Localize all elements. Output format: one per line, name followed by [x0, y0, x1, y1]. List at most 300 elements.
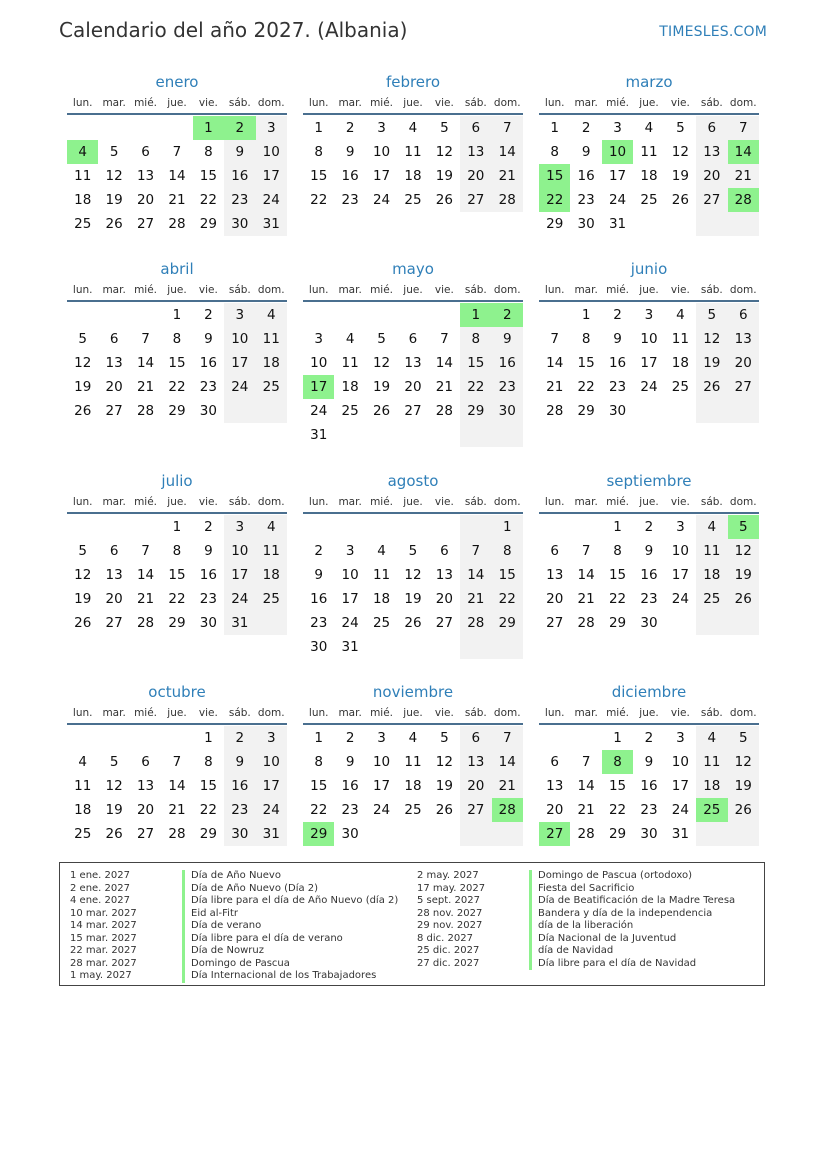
day-cell: 23	[341, 192, 359, 208]
legend-row	[417, 933, 757, 946]
day-cell: 9	[644, 754, 654, 770]
day-cell: 1	[172, 307, 182, 323]
day-cell: 10	[372, 144, 391, 160]
holiday-date: 15 mar. 2027	[70, 932, 137, 944]
day-cell: 26	[435, 802, 453, 818]
day-cell: 13	[105, 355, 123, 371]
empty-cell	[366, 423, 397, 447]
day-cell: 2	[581, 120, 591, 136]
day-cell: 21	[136, 379, 155, 395]
month-noviembre	[303, 681, 523, 846]
day-cell: 2	[644, 730, 654, 746]
weekday-label: vie.	[434, 97, 454, 109]
empty-cell	[334, 423, 365, 447]
day-cell: 3	[224, 515, 255, 539]
holiday-name: Día de Beatificación de la Madre Teresa	[529, 895, 735, 908]
day-cell: 2	[613, 307, 622, 323]
legend-row	[70, 870, 410, 883]
day-cell: 25	[256, 375, 287, 399]
day-cell: 28	[577, 826, 595, 842]
day-cell: 14	[492, 750, 523, 774]
day-cell: 14	[460, 563, 491, 587]
day-cell: 18	[74, 802, 92, 818]
day-cell: 2	[314, 543, 323, 559]
weekday-label: mar.	[574, 707, 598, 719]
legend-row	[70, 920, 410, 933]
empty-cell	[492, 635, 523, 659]
day-cell: 28	[492, 188, 523, 212]
weekday-label: vie.	[434, 707, 454, 719]
day-cell: 27	[105, 403, 123, 419]
empty-cell	[67, 116, 98, 140]
weekday-header	[303, 93, 523, 115]
day-cell: 16	[640, 778, 658, 794]
empty-cell	[665, 611, 696, 635]
day-cell: 7	[172, 754, 182, 770]
day-cell: 7	[440, 331, 449, 347]
day-cell: 14	[577, 567, 595, 583]
weekday-label: lun.	[544, 496, 565, 508]
empty-cell	[366, 515, 397, 539]
day-cell: 3	[314, 331, 323, 347]
day-cell: 1	[492, 515, 523, 539]
weekday-label: lun.	[308, 284, 329, 296]
day-cell: 2	[204, 519, 213, 535]
day-cell: 17	[224, 563, 255, 587]
day-cell: 9	[492, 327, 523, 351]
weekday-label: mar.	[338, 97, 362, 109]
empty-cell	[130, 726, 161, 750]
empty-cell	[728, 611, 759, 635]
weekday-label: lun.	[308, 707, 329, 719]
day-cell: 30	[224, 212, 255, 236]
day-cell: 17	[671, 778, 689, 794]
weekday-label: dom.	[493, 496, 521, 508]
day-cell: 13	[546, 567, 564, 583]
day-cell: 6	[408, 331, 418, 347]
day-cell: 8	[550, 144, 559, 160]
day-cell: 8	[581, 331, 591, 347]
day-cell: 26	[74, 615, 92, 631]
empty-cell	[67, 726, 98, 750]
weekday-label: vie.	[198, 97, 218, 109]
weekday-label: jue.	[167, 97, 187, 109]
day-cell: 6	[550, 543, 559, 559]
day-cell: 25	[404, 192, 422, 208]
month-name: diciembre	[611, 683, 687, 701]
day-cell: 26	[728, 798, 759, 822]
empty-cell	[366, 635, 397, 659]
weekday-label: jue.	[167, 284, 187, 296]
weekday-label: dom.	[493, 707, 521, 719]
weekday-label: dom.	[729, 284, 757, 296]
empty-cell	[570, 515, 601, 539]
day-cell: 21	[728, 164, 759, 188]
day-cell: 24	[372, 802, 391, 818]
day-cell: 25	[671, 379, 689, 395]
empty-cell	[98, 303, 129, 327]
day-cell: 5	[109, 144, 119, 160]
day-cell: 11	[256, 327, 287, 351]
day-cell: 1	[613, 730, 622, 746]
weekday-label: mar.	[338, 496, 362, 508]
weekday-header	[67, 703, 287, 725]
day-grid	[303, 303, 523, 447]
weekday-label: vie.	[670, 707, 690, 719]
day-cell: 10	[310, 355, 328, 371]
holiday-date: 2 may. 2027	[417, 870, 479, 881]
month-julio	[67, 470, 287, 635]
weekday-label: vie.	[434, 496, 454, 508]
day-cell: 11	[671, 331, 689, 347]
day-cell: 19	[435, 168, 453, 184]
day-cell: 7	[492, 116, 523, 140]
weekday-header	[67, 280, 287, 302]
day-cell: 9	[613, 331, 622, 347]
day-cell: 22	[492, 587, 523, 611]
day-cell: 29	[460, 399, 491, 423]
day-cell: 24	[671, 591, 689, 607]
month-name: febrero	[385, 73, 441, 91]
day-cell: 10	[256, 750, 287, 774]
weekday-label: sáb.	[228, 97, 251, 109]
day-cell: 24	[224, 587, 255, 611]
month-name: octubre	[148, 683, 206, 701]
day-cell: 28	[577, 615, 595, 631]
day-cell: 1	[204, 730, 213, 746]
day-cell: 21	[492, 774, 523, 798]
day-cell: 12	[435, 754, 453, 770]
day-cell: 30	[224, 822, 255, 846]
weekday-label: lun.	[308, 97, 329, 109]
day-cell: 27	[728, 375, 759, 399]
day-cell: 26	[404, 615, 422, 631]
day-cell: 3	[256, 726, 287, 750]
day-cell: 6	[141, 144, 150, 160]
day-cell: 11	[404, 754, 422, 770]
day-cell: 26	[105, 826, 123, 842]
page-title: Calendario del año 2027. (Albania)	[59, 18, 408, 42]
weekday-label: vie.	[670, 97, 690, 109]
day-cell: 22	[199, 192, 217, 208]
empty-cell	[397, 635, 428, 659]
day-cell: 13	[460, 750, 491, 774]
day-cell: 11	[74, 168, 92, 184]
day-cell: 18	[696, 563, 727, 587]
day-cell: 2	[224, 116, 255, 140]
weekday-label: mié.	[370, 284, 394, 296]
weekday-label: mar.	[338, 284, 362, 296]
holiday-date: 8 dic. 2027	[417, 932, 473, 944]
empty-cell	[633, 399, 664, 423]
day-cell: 17	[608, 168, 627, 184]
day-cell: 4	[345, 331, 355, 347]
weekday-label: mié.	[134, 97, 158, 109]
day-cell: 31	[608, 216, 627, 232]
day-cell: 8	[314, 144, 323, 160]
day-grid	[67, 726, 287, 846]
day-cell: 5	[440, 730, 449, 746]
day-cell: 22	[539, 188, 570, 212]
day-cell: 3	[256, 116, 287, 140]
legend-row	[417, 920, 757, 933]
day-cell: 1	[550, 120, 559, 136]
day-cell: 23	[341, 802, 359, 818]
legend-row	[70, 895, 410, 908]
day-cell: 25	[640, 192, 658, 208]
weekday-label: mié.	[606, 707, 630, 719]
empty-cell	[397, 303, 428, 327]
holiday-date: 28 nov. 2027	[417, 907, 483, 919]
day-cell: 1	[581, 307, 591, 323]
weekday-label: jue.	[403, 97, 423, 109]
day-cell: 26	[671, 192, 689, 208]
day-cell: 5	[728, 726, 759, 750]
day-cell: 13	[546, 778, 564, 794]
day-cell: 13	[728, 327, 759, 351]
day-cell: 21	[460, 587, 491, 611]
day-cell: 4	[67, 140, 98, 164]
day-cell: 3	[377, 730, 386, 746]
legend-row	[70, 908, 410, 921]
day-cell: 4	[256, 303, 287, 327]
day-cell: 13	[105, 567, 123, 583]
weekday-header	[539, 280, 759, 302]
weekday-label: sáb.	[464, 707, 487, 719]
day-cell: 1	[314, 730, 323, 746]
day-cell: 18	[404, 168, 422, 184]
month-junio	[539, 258, 759, 423]
weekday-label: lun.	[544, 284, 565, 296]
day-cell: 29	[303, 822, 334, 846]
month-name: enero	[155, 73, 199, 91]
empty-cell	[397, 423, 428, 447]
day-cell: 25	[341, 403, 359, 419]
day-cell: 17	[671, 567, 689, 583]
day-cell: 26	[696, 375, 727, 399]
day-cell: 20	[696, 164, 727, 188]
day-cell: 4	[78, 754, 87, 770]
day-cell: 10	[671, 543, 689, 559]
empty-cell	[728, 212, 759, 236]
legend-row	[417, 945, 757, 958]
month-name: julio	[161, 472, 193, 490]
day-cell: 4	[676, 307, 685, 323]
day-cell: 28	[546, 403, 564, 419]
day-cell: 3	[345, 543, 355, 559]
day-cell: 19	[435, 778, 453, 794]
day-cell: 23	[492, 375, 523, 399]
weekday-label: dom.	[493, 97, 521, 109]
day-cell: 27	[136, 216, 155, 232]
day-cell: 21	[168, 192, 186, 208]
weekday-label: mar.	[102, 707, 126, 719]
weekday-label: mié.	[606, 496, 630, 508]
day-cell: 11	[696, 539, 727, 563]
month-diciembre	[539, 681, 759, 846]
weekday-label: mar.	[574, 284, 598, 296]
weekday-label: lun.	[72, 97, 93, 109]
day-cell: 29	[199, 216, 217, 232]
holiday-date: 1 ene. 2027	[70, 870, 130, 881]
day-cell: 25	[696, 798, 727, 822]
day-grid	[539, 116, 759, 236]
weekday-label: mié.	[134, 707, 158, 719]
legend-row	[70, 883, 410, 896]
day-cell: 18	[404, 778, 422, 794]
empty-cell	[224, 399, 255, 423]
day-cell: 17	[256, 774, 287, 798]
day-cell: 17	[224, 351, 255, 375]
day-cell: 12	[435, 144, 453, 160]
month-enero	[67, 71, 287, 236]
day-cell: 15	[199, 778, 217, 794]
day-cell: 16	[341, 168, 359, 184]
weekday-label: vie.	[198, 496, 218, 508]
weekday-label: jue.	[167, 496, 187, 508]
empty-cell	[460, 822, 491, 846]
day-cell: 12	[728, 539, 759, 563]
day-cell: 1	[172, 519, 182, 535]
day-cell: 31	[671, 826, 689, 842]
day-cell: 30	[577, 216, 595, 232]
day-cell: 27	[546, 615, 564, 631]
day-cell: 12	[696, 327, 727, 351]
day-cell: 18	[256, 351, 287, 375]
day-cell: 8	[314, 754, 323, 770]
day-cell: 27	[696, 188, 727, 212]
day-cell: 22	[168, 591, 186, 607]
day-cell: 13	[136, 168, 155, 184]
holiday-name: día de la liberación	[529, 920, 633, 933]
day-cell: 12	[404, 567, 422, 583]
day-cell: 18	[640, 168, 658, 184]
holiday-name: día de Navidad	[529, 945, 613, 958]
day-cell: 19	[728, 563, 759, 587]
day-cell: 25	[74, 826, 92, 842]
day-cell: 9	[224, 140, 255, 164]
day-cell: 28	[460, 611, 491, 635]
weekday-header	[303, 492, 523, 514]
legend-row	[70, 933, 410, 946]
day-cell: 11	[404, 144, 422, 160]
weekday-label: dom.	[729, 707, 757, 719]
day-grid	[67, 303, 287, 423]
day-cell: 14	[136, 567, 155, 583]
empty-cell	[429, 515, 460, 539]
day-cell: 6	[728, 303, 759, 327]
day-cell: 6	[440, 543, 449, 559]
day-cell: 6	[460, 116, 491, 140]
day-cell: 18	[671, 355, 689, 371]
day-cell: 1	[314, 120, 323, 136]
site-name[interactable]: TIMESLES.COM	[659, 24, 767, 40]
day-cell: 11	[640, 144, 658, 160]
day-cell: 4	[408, 120, 418, 136]
day-cell: 20	[546, 802, 564, 818]
day-cell: 28	[728, 188, 759, 212]
day-cell: 20	[105, 379, 123, 395]
empty-cell	[492, 822, 523, 846]
day-cell: 30	[310, 639, 328, 655]
day-cell: 22	[310, 802, 328, 818]
holiday-date: 2 ene. 2027	[70, 882, 130, 894]
day-cell: 2	[345, 120, 355, 136]
day-cell: 17	[372, 778, 391, 794]
day-cell: 21	[492, 164, 523, 188]
day-cell: 15	[492, 563, 523, 587]
empty-cell	[429, 423, 460, 447]
day-cell: 6	[109, 543, 119, 559]
empty-cell	[492, 423, 523, 447]
weekday-label: mié.	[370, 496, 394, 508]
day-cell: 20	[105, 591, 123, 607]
weekday-label: vie.	[670, 284, 690, 296]
day-cell: 29	[492, 611, 523, 635]
empty-cell	[665, 212, 696, 236]
empty-cell	[460, 635, 491, 659]
weekday-label: mar.	[102, 97, 126, 109]
holiday-name: Día de Año Nuevo	[182, 870, 281, 883]
holiday-date: 14 mar. 2027	[70, 920, 137, 931]
day-cell: 2	[644, 519, 654, 535]
day-grid	[539, 515, 759, 635]
day-cell: 24	[372, 192, 391, 208]
day-cell: 28	[136, 615, 155, 631]
day-cell: 10	[671, 754, 689, 770]
day-cell: 9	[345, 754, 355, 770]
holiday-name: Día Nacional de la Juventud	[529, 933, 676, 946]
day-cell: 26	[728, 587, 759, 611]
day-cell: 25	[404, 802, 422, 818]
day-cell: 2	[345, 730, 355, 746]
weekday-label: lun.	[72, 496, 93, 508]
month-abril	[67, 258, 287, 423]
day-cell: 5	[440, 120, 449, 136]
weekday-label: lun.	[544, 97, 565, 109]
day-cell: 9	[204, 543, 213, 559]
day-cell: 6	[696, 116, 727, 140]
day-cell: 6	[141, 754, 150, 770]
day-cell: 9	[314, 567, 323, 583]
day-cell: 10	[256, 140, 287, 164]
day-grid	[303, 726, 523, 846]
day-cell: 15	[608, 778, 627, 794]
day-cell: 10	[224, 327, 255, 351]
day-cell: 8	[204, 144, 213, 160]
empty-cell	[539, 726, 570, 750]
day-cell: 14	[728, 140, 759, 164]
day-cell: 12	[74, 355, 92, 371]
day-cell: 12	[671, 144, 689, 160]
holiday-name: Día de Nowruz	[182, 945, 264, 958]
day-cell: 17	[640, 355, 658, 371]
day-cell: 20	[404, 379, 422, 395]
day-cell: 23	[224, 798, 255, 822]
day-cell: 16	[577, 168, 595, 184]
weekday-label: sáb.	[228, 707, 251, 719]
day-cell: 14	[577, 778, 595, 794]
day-cell: 19	[74, 591, 92, 607]
day-cell: 25	[256, 587, 287, 611]
holiday-name: Día de Año Nuevo (Día 2)	[182, 883, 318, 896]
holiday-name: Domingo de Pascua (ortodoxo)	[529, 870, 692, 883]
empty-cell	[366, 822, 397, 846]
day-cell: 10	[640, 331, 658, 347]
holiday-date: 27 dic. 2027	[417, 957, 480, 969]
empty-cell	[696, 822, 727, 846]
weekday-label: mié.	[370, 97, 394, 109]
